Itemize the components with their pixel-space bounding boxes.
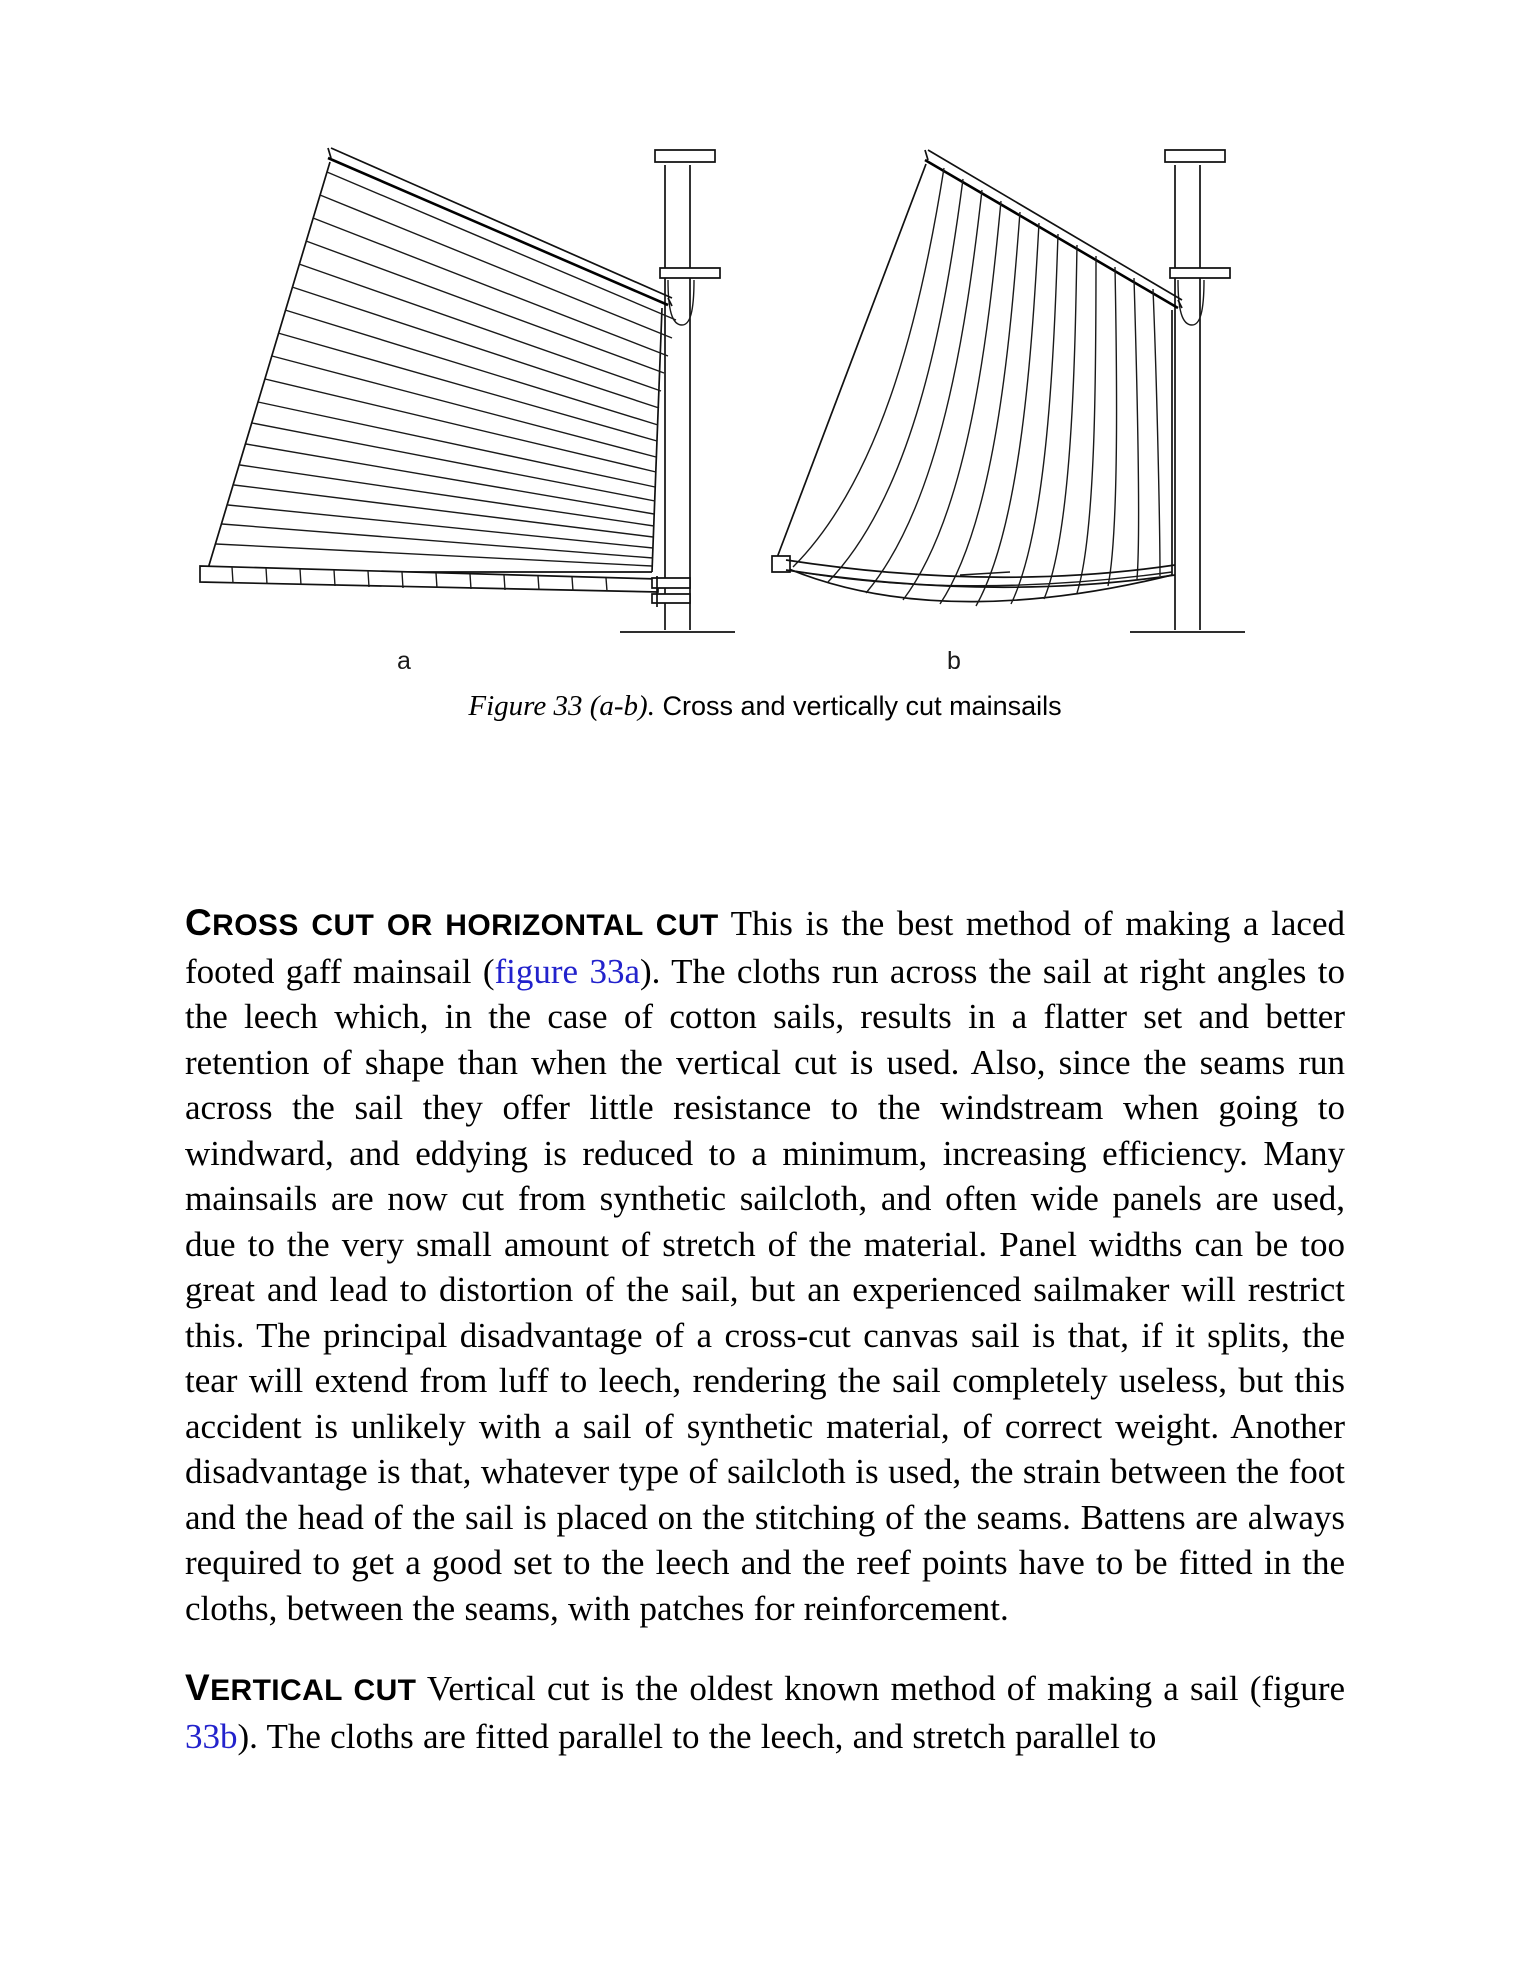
mast-b — [1130, 150, 1245, 632]
runin-heading-cross-cut — [185, 902, 719, 943]
figure-label-b: b — [947, 647, 961, 675]
figure-33-drawing — [0, 120, 1530, 680]
runin-heading-vertical-cut — [185, 1667, 417, 1708]
paragraph-vertical-cut — [185, 1665, 1345, 1759]
boom-b — [772, 556, 1175, 587]
figure-caption-number: Figure 33 (a-b). — [468, 690, 655, 722]
runin-heading-vertical-cut-rest: ERTICAL CUT — [210, 1674, 417, 1707]
figure-label-a: a — [397, 647, 411, 675]
body-text — [185, 900, 1345, 1759]
paragraph-cross-cut-text-1: This is the best method of making a laced footed gaff mainsail ( — [185, 904, 1345, 991]
runin-heading-cross-cut-initial: C — [185, 902, 213, 943]
paragraph-cross-cut-text-2: ). The cloths run across the sail at right angles to the leech which, in the case of cotton sails, results in a flatter set and better retention of shape than when the vertical cut is used. Also, since the seams run across the sail they offer little resistance to the windstream when going to windward, and eddying is reduced to a minimum, increasing efficiency. Many mainsails are now cut from synthetic sailcloth, and often wide panels are used, due to the very small amount of stretch of the material. Panel widths can be too great and lead to distortion of the sail, but an experienced sailmaker will restrict this. The principal disadvantage of a cross-cut canvas sail is that, if it splits, the tear will extend from luff to leech, rendering the sail completely useless, but this accident is unlikely with a sail of synthetic material, of correct weight. Another disadvantage is that, whatever type of sailcloth is used, the strain between the foot and the head of the sail is placed on the stitching of the seams. Battens are always required to get a good set to the leech and the reef points have to be fitted in the cloths, between the seams, with patches for reinforcement. — [185, 951, 1345, 1628]
sail-b-seams — [793, 168, 1160, 606]
paragraph-vertical-cut-text-1: Vertical cut is the oldest known method of making a sail (figure — [416, 1669, 1346, 1708]
figure-33 — [0, 120, 1530, 722]
runin-heading-vertical-cut-initial: V — [185, 1667, 211, 1708]
runin-heading-cross-cut-rest: ROSS CUT OR HORIZONTAL CUT — [212, 909, 719, 942]
paragraph-vertical-cut-text-2: ). The cloths are fitted parallel to the leech, and stretch parallel to — [237, 1716, 1157, 1756]
figure-33b-link[interactable]: 33b — [185, 1716, 238, 1756]
cross-cut-mainsail-diagram — [200, 148, 735, 632]
vertically-cut-mainsail-diagram — [772, 150, 1245, 632]
figure-33a-link[interactable]: figure 33a — [494, 951, 640, 991]
figure-caption — [0, 690, 1530, 723]
sail-a-outline — [207, 148, 672, 572]
mast-a — [620, 150, 735, 632]
sail-a-seams — [216, 172, 676, 566]
paragraph-cross-cut — [185, 900, 1345, 1631]
figure-caption-text: Cross and vertically cut mainsails — [654, 691, 1062, 721]
